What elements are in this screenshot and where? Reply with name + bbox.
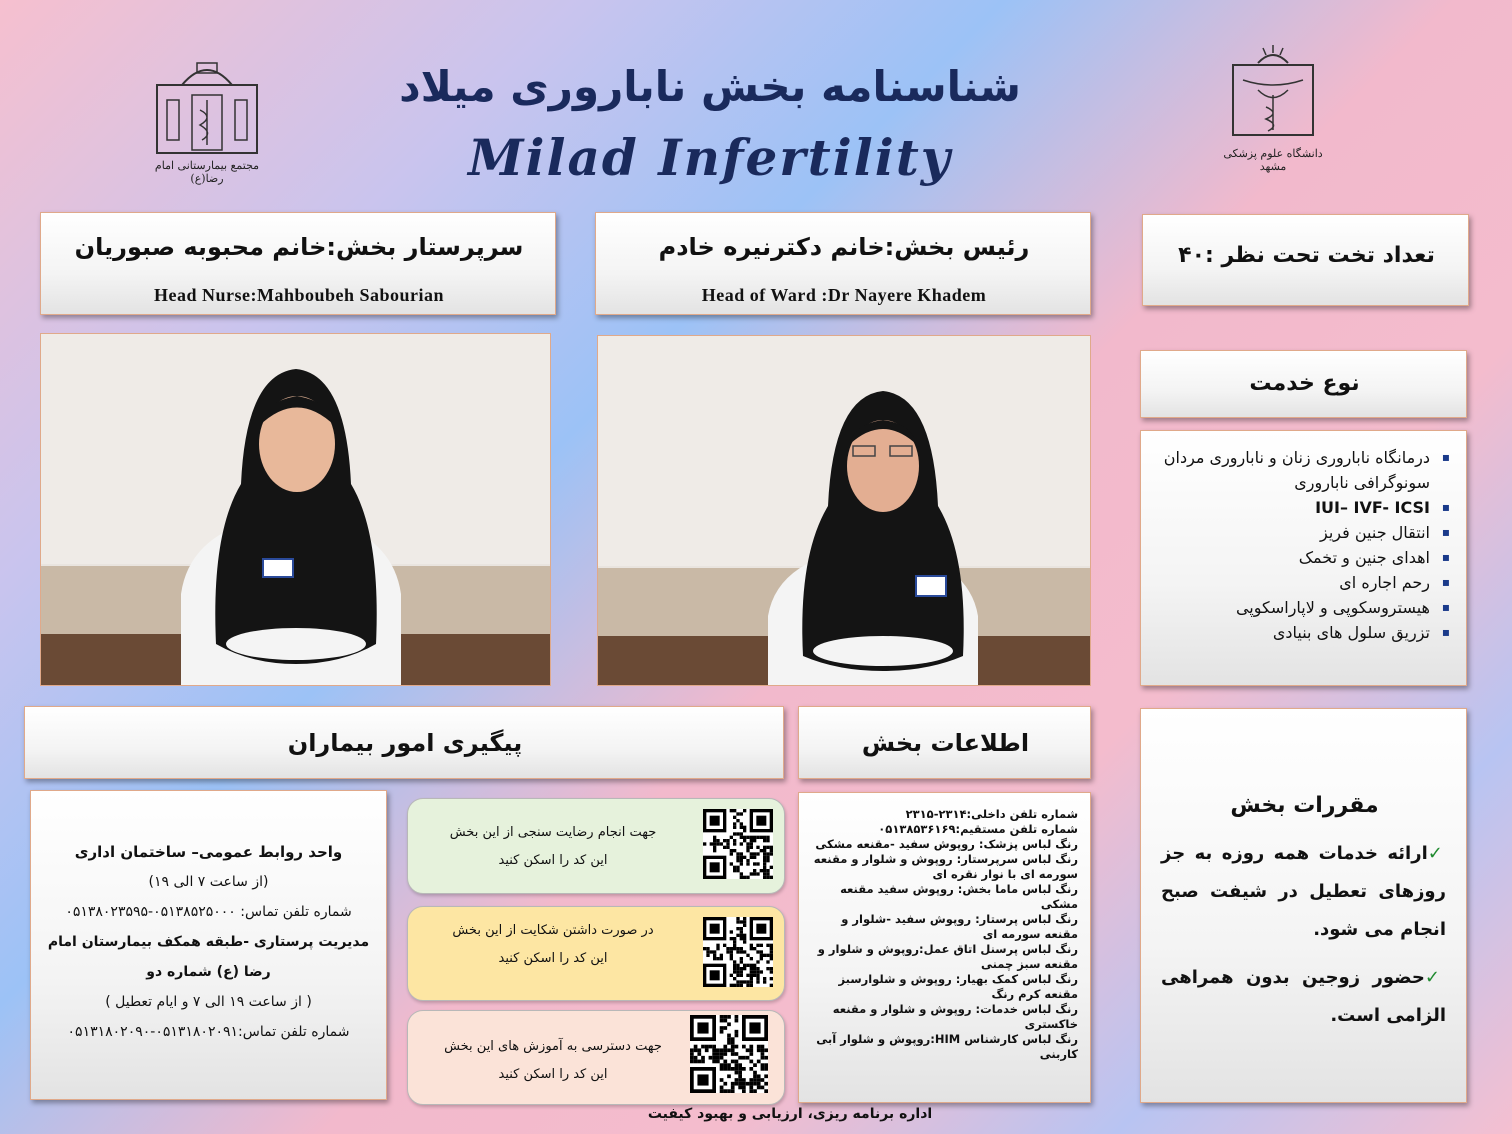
patient-affairs-header — [24, 706, 784, 779]
contact-phone: شماره تلفن تماس: ۰۵۱۳۸۵۲۵۰۰۰-۰۵۱۳۸۰۲۳۵۹۵ — [65, 904, 352, 920]
qr-card-text: جهت انجام رضایت سنجی از این بخش این کد را اسکن کنید — [449, 825, 657, 868]
rules-card — [1140, 708, 1467, 1103]
qr-card-text: در صورت داشتن شکایت از این بخش این کد را اسکن کنید — [452, 923, 654, 966]
ward-info-line: رنگ لباس پرسنل اتاق عمل:روپوش و شلوار و مقنعه سبز چمنی — [817, 942, 1078, 971]
head-nurse-card — [40, 212, 556, 315]
ward-info-line: رنگ لباس پرستار: روپوش سفید -شلوار و مقنعه سورمه ای — [841, 912, 1078, 941]
head-nurse-name-en: Head Nurse:Mahboubeh Sabourian — [153, 285, 445, 305]
ward-info-line: رنگ لباس سرپرستار: روپوش و شلوار و مقنعه سورمه ای با نوار نقره ای — [813, 852, 1078, 881]
ward-info-title: اطلاعات بخش — [861, 729, 1030, 757]
qr-code-icon[interactable] — [703, 914, 773, 990]
beds-card — [1142, 214, 1469, 306]
service-item: ▪ اهدای جنین و تخمک — [1157, 545, 1450, 570]
rule-item: ✓حضور زوجین بدون همراهی الزامی است. — [1161, 967, 1446, 1026]
university-logo-text: دانشگاه علوم پزشکی مشهد — [1223, 147, 1323, 173]
qr-code-icon[interactable] — [690, 1014, 768, 1094]
rule-item: ✓ارائه خدمات همه روزه به جز روزهای تعطیل در شیفت صبح انجام می شود. — [1161, 843, 1446, 940]
beds-count: تعداد تخت تحت نظر :۴۰ — [1178, 243, 1435, 268]
checkmark-icon: ✓ — [1424, 967, 1446, 988]
ward-info-line: رنگ لباس ماما بخش: روپوش سفید مقنعه مشکی — [840, 882, 1078, 911]
qr-code-icon[interactable] — [703, 806, 773, 882]
service-item: ▪ انتقال جنین فریز — [1157, 520, 1450, 545]
checkmark-icon: ✓ — [1427, 843, 1446, 864]
footer-text: اداره برنامه ریزی، ارزیابی و بهبود کیفیت — [647, 1106, 933, 1122]
page-title: شناسنامه بخش ناباروری میلاد — [399, 62, 1021, 111]
page-subtitle: Milad Infertility — [468, 128, 952, 187]
ward-info-line: رنگ لباس خدمات: روپوش و شلوار و مقنعه خاکستری — [832, 1002, 1078, 1031]
contact-card — [30, 790, 387, 1100]
hospital-logo — [152, 55, 262, 185]
contact-unit: واحد روابط عمومی– ساختمان اداری — [74, 843, 343, 861]
contact-phone: شماره تلفن تماس:۰۵۱۳۱۸۰۲۰۹۱-۰۵۱۳۱۸۰۲۰۹۰ — [67, 1024, 350, 1040]
university-emblem-icon — [1228, 45, 1318, 145]
service-item: ▪ IUI– IVF- ICSI — [1157, 495, 1450, 520]
qr-card-text: جهت دسترسی به آموزش های این بخش این کد را اسکن کنید — [444, 1039, 662, 1082]
contact-nursing: مدیریت پرستاری -طبقه همکف بیمارستان امام رضا (ع) شماره دو — [47, 934, 370, 980]
service-item: ▪ هیستروسکوپی و لاپاراسکوپی — [1157, 595, 1450, 620]
services-list — [1157, 445, 1450, 645]
ward-info-line: رنگ لباس پزشک: روپوش سفید -مقنعه مشکی — [815, 837, 1078, 851]
contact-hours: ( از ساعت ۱۹ الی ۷ و ایام تعطیل ) — [105, 994, 312, 1010]
rules-title: مقررات بخش — [1230, 793, 1379, 818]
ward-info-line: رنگ لباس کارشناس HIM:روپوش و شلوار آبی کاربنی — [816, 1032, 1078, 1061]
head-ward-card — [595, 212, 1091, 315]
services-list-card — [1140, 430, 1467, 686]
head-ward-name-en: Head of Ward :Dr Nayere Khadem — [701, 285, 987, 305]
services-title: نوع خدمت — [1249, 371, 1360, 396]
ward-info-card — [798, 792, 1091, 1103]
service-item: ▪ تزریق سلول های بنیادی — [1157, 620, 1450, 645]
hospital-building-icon — [152, 55, 262, 155]
services-header — [1140, 350, 1467, 418]
head-ward-name-fa: رئیس بخش:خانم دکترنیره خادم — [658, 233, 1030, 261]
head-ward-photo — [597, 335, 1091, 686]
university-logo — [1223, 45, 1323, 175]
ward-info-line: شماره تلفن داخلی:۲۳۱۴-۲۳۱۵ — [905, 807, 1078, 821]
ward-info-line: رنگ لباس کمک بهیار: روپوش و شلوارسبز مقنعه کرم رنگ — [838, 972, 1078, 1001]
contact-hours: (از ساعت ۷ الی ۱۹) — [148, 874, 269, 890]
head-nurse-name-fa: سرپرستار بخش:خانم محبوبه صبوریان — [74, 233, 524, 261]
service-item: ▪ درمانگاه ناباروری زنان و ناباروری مردان سونوگرافی ناباروری — [1157, 445, 1450, 495]
ward-info-header — [798, 706, 1091, 779]
hospital-logo-text: مجتمع بیمارستانی امام رضا(ع) — [154, 159, 260, 185]
head-nurse-photo — [40, 333, 551, 686]
service-item: ▪ رحم اجاره ای — [1157, 570, 1450, 595]
patient-affairs-title: پیگیری امور بیماران — [287, 729, 523, 757]
ward-info-line: شماره تلفن مستقیم:۰۵۱۳۸۵۳۶۱۶۹ — [878, 822, 1078, 836]
